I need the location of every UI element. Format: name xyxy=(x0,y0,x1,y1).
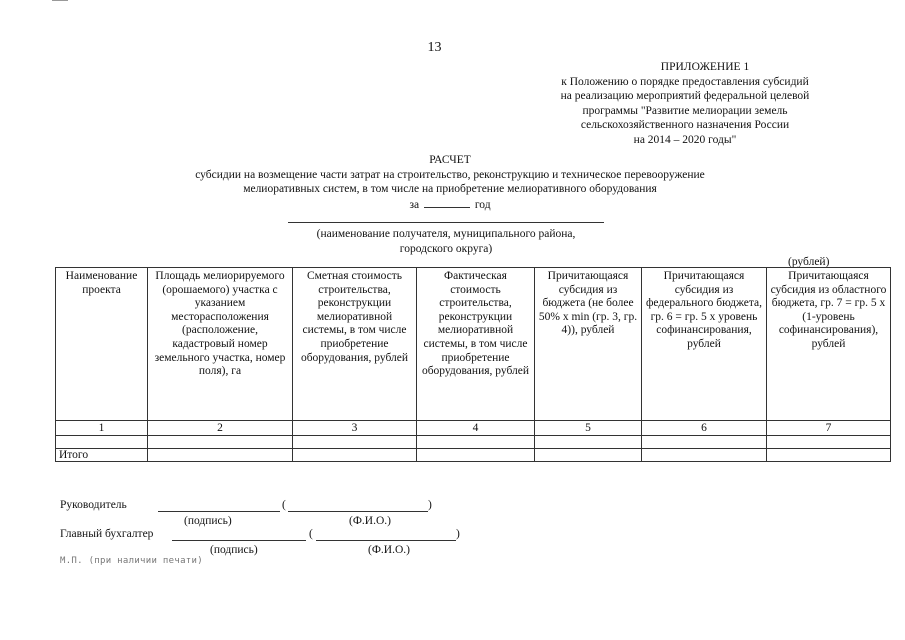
close-paren: ) xyxy=(456,528,460,540)
table-cell[interactable] xyxy=(293,436,417,449)
page-number: 13 xyxy=(427,40,442,55)
open-paren: ( xyxy=(282,499,286,511)
recipient-caption-line: городского округа) xyxy=(399,242,493,255)
table-cell[interactable] xyxy=(293,449,417,462)
table-cell[interactable] xyxy=(642,449,767,462)
head-name-line[interactable] xyxy=(288,511,428,512)
accountant-label: Главный бухгалтер xyxy=(60,528,154,540)
total-row xyxy=(56,449,891,462)
column-number-row xyxy=(56,421,891,436)
table-header-row xyxy=(56,268,891,421)
open-paren: ( xyxy=(309,528,313,540)
column-header: Наименование проекта xyxy=(56,268,148,421)
table-row xyxy=(56,436,891,449)
document-heading xyxy=(150,153,750,212)
appendix-title: ПРИЛОЖЕНИЕ 1 xyxy=(660,61,750,73)
total-label: Итого xyxy=(56,449,148,462)
table-cell[interactable] xyxy=(767,449,891,462)
table-cell[interactable] xyxy=(148,449,293,462)
column-number: 6 xyxy=(642,421,767,436)
table-cell[interactable] xyxy=(535,449,642,462)
units-label: (рублей) xyxy=(788,256,830,268)
stamp-note: М.П. (при наличии печати) xyxy=(60,556,203,566)
scan-mark xyxy=(52,0,68,2)
column-header: Причитающаяся субсидия из бюджета (не более 50% x min (гр. 3, гр. 4)), рублей xyxy=(535,268,642,421)
column-header: Причитающаяся субсидия из областного бюджета, гр. 7 = гр. 5 x (1-уровень софинансирования), рублей xyxy=(767,268,891,421)
recipient-name-line[interactable] xyxy=(288,222,604,223)
column-number: 7 xyxy=(767,421,891,436)
table-cell[interactable] xyxy=(642,436,767,449)
appendix-line: на реализацию мероприятий федеральной целевой xyxy=(560,90,810,102)
signature-caption: (подпись) xyxy=(184,515,232,527)
table-cell[interactable] xyxy=(767,436,891,449)
appendix-line: сельскохозяйственного назначения России xyxy=(580,119,790,131)
accountant-name-line[interactable] xyxy=(316,540,456,541)
table-cell[interactable] xyxy=(148,436,293,449)
head-label: Руководитель xyxy=(60,499,127,511)
column-number: 4 xyxy=(417,421,535,436)
column-header: Площадь мелиорируемого (орошаемого) участка с указанием месторасположения (расположение, кадастровый номер земельного участка, номер поля), га xyxy=(148,268,293,421)
head-signature-line[interactable] xyxy=(158,511,280,512)
close-paren: ) xyxy=(428,499,432,511)
document-subtitle: мелиоративных систем, в том числе на приобретение мелиоративного оборудования xyxy=(243,183,657,195)
subsidy-table xyxy=(55,267,891,462)
year-suffix: год xyxy=(474,198,491,211)
recipient-caption xyxy=(288,227,604,256)
appendix-line: программы "Развитие мелиорации земель xyxy=(582,104,788,117)
column-number: 1 xyxy=(56,421,148,436)
column-number: 3 xyxy=(293,421,417,436)
year-line xyxy=(150,197,750,213)
column-number: 5 xyxy=(535,421,642,436)
table-cell[interactable] xyxy=(417,436,535,449)
column-header: Фактическая стоимость строительства, реконструкции мелиоративной системы, в том числе приобретение оборудования, рублей xyxy=(417,268,535,421)
column-header: Сметная стоимость строительства, реконструкции мелиоративной системы, в том числе приобретение оборудования, рублей xyxy=(293,268,417,421)
appendix-line: на 2014 – 2020 годы" xyxy=(633,133,737,146)
document-subtitle: субсидии на возмещение части затрат на строительство, реконструкцию и техническое перевооружение xyxy=(195,168,705,181)
accountant-signature-line[interactable] xyxy=(172,540,306,541)
table-cell[interactable] xyxy=(417,449,535,462)
recipient-caption-line: (наименование получателя, муниципального района, xyxy=(316,228,576,240)
name-caption: (Ф.И.О.) xyxy=(368,544,410,556)
column-number: 2 xyxy=(148,421,293,436)
appendix-line: к Положению о порядке предоставления субсидий xyxy=(561,75,809,88)
year-blank[interactable] xyxy=(424,197,470,208)
name-caption: (Ф.И.О.) xyxy=(349,515,391,527)
table-cell[interactable] xyxy=(56,436,148,449)
appendix-block xyxy=(520,60,850,147)
column-header: Причитающаяся субсидия из федерального бюджета, гр. 6 = гр. 5 x уровень софинансирования, рублей xyxy=(642,268,767,421)
document-title: РАСЧЕТ xyxy=(429,154,471,166)
signature-caption: (подпись) xyxy=(210,544,258,556)
table-cell[interactable] xyxy=(535,436,642,449)
year-prefix: за xyxy=(409,198,420,211)
